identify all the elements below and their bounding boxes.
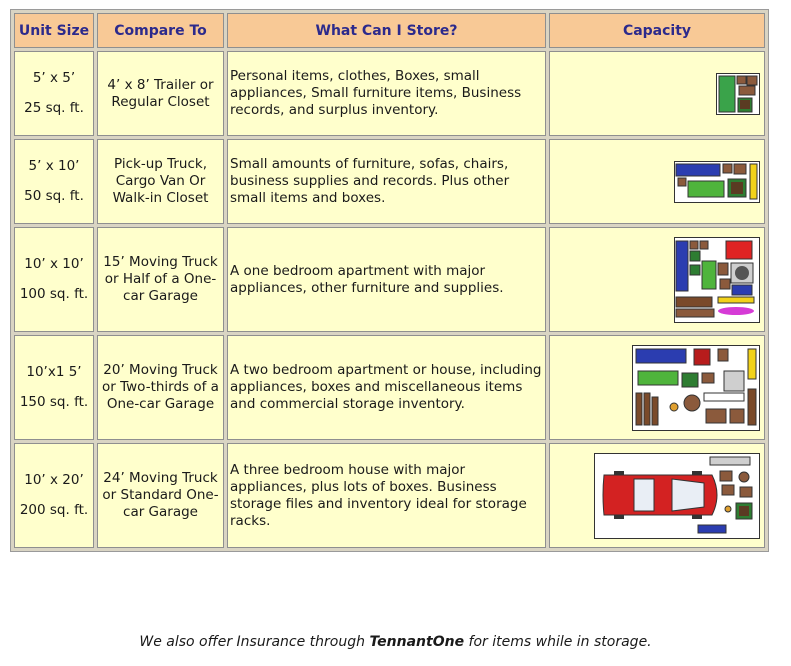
unit-area: 200 sq. ft. bbox=[19, 502, 89, 518]
compare-to-cell: 20’ Moving Truck or Two-thirds of a One-car Garage bbox=[97, 335, 224, 440]
table-row bbox=[14, 443, 765, 548]
unit-size-cell bbox=[14, 51, 94, 136]
header-unit-size: Unit Size bbox=[14, 13, 94, 48]
unit-area: 100 sq. ft. bbox=[19, 286, 89, 302]
insurance-note bbox=[0, 634, 791, 650]
unit-size-cell bbox=[14, 227, 94, 332]
unit-dimensions: 10’ x 20’ bbox=[24, 472, 84, 488]
header-what-can-i-store: What Can I Store? bbox=[227, 13, 546, 48]
unit-size-cell bbox=[14, 139, 94, 224]
insurance-note-prefix: We also offer Insurance through bbox=[139, 634, 370, 650]
table-header-row bbox=[14, 13, 765, 48]
unit-area: 150 sq. ft. bbox=[19, 394, 89, 410]
unit-size-table bbox=[10, 9, 769, 552]
header-compare-to: Compare To bbox=[97, 13, 224, 48]
storage-5x10-diagram-icon bbox=[674, 161, 760, 203]
what-can-i-store-cell: Personal items, clothes, Boxes, small appliances, Small furniture items, Business records, and surplus inventory. bbox=[227, 51, 546, 136]
unit-dimensions: 5’ x 10’ bbox=[28, 158, 80, 174]
unit-dimensions: 10’x1 5’ bbox=[26, 364, 82, 380]
table-row bbox=[14, 335, 765, 440]
unit-size-cell bbox=[14, 443, 94, 548]
insurance-brand: TennantOne bbox=[369, 634, 465, 650]
compare-to-cell: 24’ Moving Truck or Standard One-car Garage bbox=[97, 443, 224, 548]
unit-area: 50 sq. ft. bbox=[24, 188, 84, 204]
insurance-note-suffix: for items while in storage. bbox=[464, 634, 652, 650]
storage-10x15-diagram-icon bbox=[632, 345, 760, 431]
unit-area: 25 sq. ft. bbox=[24, 100, 84, 116]
capacity-cell bbox=[549, 51, 765, 136]
what-can-i-store-cell: A three bedroom house with major appliances, plus lots of boxes. Business storage files and inventory ideal for storage racks. bbox=[227, 443, 546, 548]
what-can-i-store-cell: A one bedroom apartment with major appliances, other furniture and supplies. bbox=[227, 227, 546, 332]
capacity-cell bbox=[549, 227, 765, 332]
storage-10x20-diagram-icon bbox=[594, 453, 760, 539]
what-can-i-store-cell: Small amounts of furniture, sofas, chairs, business supplies and records. Plus other small items and boxes. bbox=[227, 139, 546, 224]
table-row bbox=[14, 51, 765, 136]
table-row bbox=[14, 139, 765, 224]
unit-dimensions: 5’ x 5’ bbox=[32, 70, 76, 86]
storage-5x5-diagram-icon bbox=[716, 73, 760, 115]
header-capacity: Capacity bbox=[549, 13, 765, 48]
compare-to-cell: 15’ Moving Truck or Half of a One-car Garage bbox=[97, 227, 224, 332]
unit-dimensions: 10’ x 10’ bbox=[24, 256, 84, 272]
compare-to-cell: 4’ x 8’ Trailer or Regular Closet bbox=[97, 51, 224, 136]
what-can-i-store-cell: A two bedroom apartment or house, including appliances, boxes and miscellaneous items and commercial storage inventory. bbox=[227, 335, 546, 440]
capacity-cell bbox=[549, 335, 765, 440]
compare-to-cell: Pick-up Truck, Cargo Van Or Walk-in Closet bbox=[97, 139, 224, 224]
unit-size-cell bbox=[14, 335, 94, 440]
capacity-cell bbox=[549, 139, 765, 224]
table-row bbox=[14, 227, 765, 332]
capacity-cell bbox=[549, 443, 765, 548]
storage-10x10-diagram-icon bbox=[674, 237, 760, 323]
